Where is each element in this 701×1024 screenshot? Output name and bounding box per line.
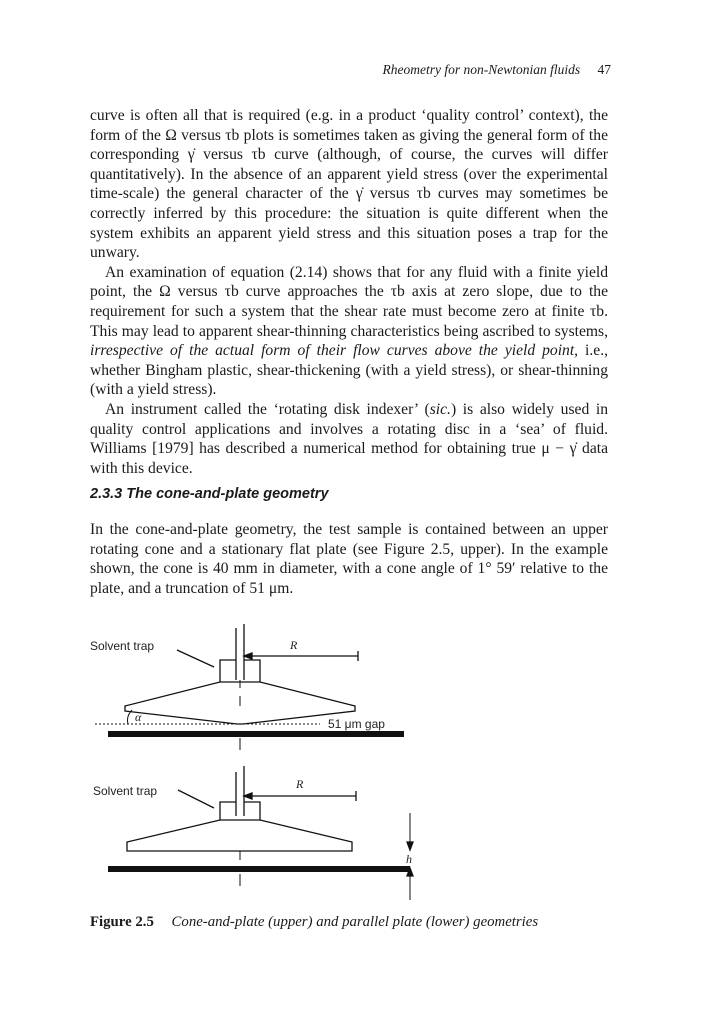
running-header [383,62,611,78]
figure-caption [90,914,538,931]
radius-arrow-head [244,653,252,659]
paragraph-3: An instrument called the ‘rotating disk indexer’ (sic.) is also widely used in quality control applications and involves a rotating disc in a ‘sea’ of fluid. Williams [1979] has described a numerical method for obtaining true μ − γ̇ data with this device. [90,400,609,477]
paragraph-1: curve is often all that is required (e.g. in a product ‘quality control’ context), the form of the Ω versus τb plots is sometimes taken as giving the general form of the corresponding γ̇ versus τb curve (although, of course, the curves will differ quantitatively). In the absence of an apparent yield stress (over the experimental time-scale) the general character of the γ̇ versus τb curves may sometimes be correctly inferred by this procedure: the situation is quite different when the system exhibits an apparent yield stress and this situation poses a trap for the unwary. [90,107,608,262]
figure-number: Figure 2.5 [90,914,154,930]
section-heading: 2.3.3 The cone-and-plate geometry [90,486,329,502]
angle-label: α [135,710,142,724]
paragraph-3-emphasis: sic. [429,400,451,418]
figure-caption-text: Cone-and-plate (upper) and parallel plate (lower) geometries [171,914,539,930]
hub-right [244,660,260,682]
lower-hub-left [220,802,236,820]
figure-2-5 [80,620,620,900]
body-text-block [90,106,608,478]
stationary-plate [108,731,404,737]
lower-radius-arrow-head [244,793,252,799]
upper-radius-label: R [290,638,298,652]
gap-label: 51 μm gap [328,717,385,731]
solvent-trap-pointer [177,650,214,667]
paragraph-2: An examination of equation (2.14) shows that for any fluid with a finite yield point, the Ω versus τb curve approaches the τb axis at zero slope, due to the requirement for such a system that the shear rate must become zero at finite τb. This may lead to apparent shear-thinning characteristics being ascribed to systems, irrespective of the actual form of their flow curves above the yield point, i.e., whether Bingham plastic, shear-thickening (with a yield stress), or shear-thinning (with a yield stress). [90,263,608,399]
h-upper-arrow [407,842,413,850]
lower-solvent-trap-pointer [178,790,214,808]
upper-plate-body [127,820,352,851]
lower-radius-label: R [296,777,304,791]
paragraph-2-emphasis: irrespective of the actual form of their flow curves above the yield point [90,342,575,360]
hub-left [220,660,236,682]
paragraph-cone: In the cone-and-plate geometry, the test sample is contained between an upper rotating cone and a stationary flat plate (see Figure 2.5, upper). In the example shown, the cone is 40 mm in diameter, with a cone angle of 1° 59′ relative to the plate, and a truncation of 51 μm. [90,521,608,597]
lower-stationary-plate [108,866,410,872]
page-number: 47 [597,62,611,77]
lower-hub-right [244,802,260,820]
upper-solvent-trap-label: Solvent trap [90,639,155,653]
running-title: Rheometry for non-Newtonian fluids [382,62,581,77]
lower-solvent-trap-label: Solvent trap [93,784,158,798]
cone-paragraph [90,520,608,598]
geometry-diagram [80,620,620,900]
height-label: h [406,852,412,866]
